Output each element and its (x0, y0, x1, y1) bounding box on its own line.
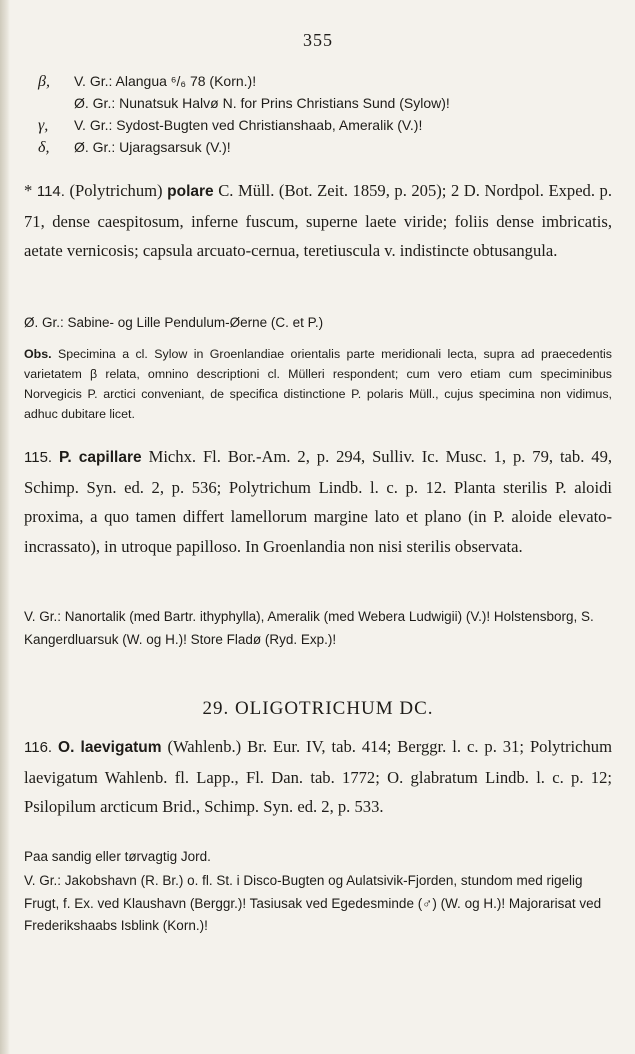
entry-number: 116. (24, 739, 53, 756)
variety-marker: γ, (38, 117, 49, 134)
species-name: polare (167, 183, 214, 200)
species-name: P. capillare (59, 449, 142, 466)
entry-star: * (24, 181, 33, 200)
locality-line (24, 70, 612, 92)
variety-marker: β, (38, 73, 50, 90)
variety-marker: δ, (38, 139, 50, 156)
entry-116 (24, 732, 612, 822)
book-page (24, 0, 612, 1054)
entry-114-locality: Ø. Gr.: Sabine- og Lille Pendulum-Øerne (C. et P.) (24, 315, 324, 330)
locality-text: Ø. Gr.: Nunatsuk Halvø N. for Prins Christians Sund (Sylow)! (74, 95, 450, 111)
entry-body: (Wahlenb.) Br. Eur. IV, tab. 414; Berggr. l. c. p. 31; Polytrichum laevigatum Wahlenb. fl. Lapp., Fl. Dan. tab. 1772; O. glabratum Lindb. l. c. p. 12; Psilopilum arcticum Brid., Schimp. Syn. ed. 2, p. 533. (24, 737, 612, 816)
entry-114-observation (24, 344, 612, 424)
section-heading: 29. OLIGOTRICHUM DC. (202, 698, 434, 719)
locality-line (24, 136, 612, 158)
obs-text: Specimina a cl. Sylow in Groenlandiae orientalis parte meridionali lecta, supra ad praecedentis varietatem β relata, omnino descriptioni cl. Mülleri respondent; cum vero etiam cum speciminibus Norvegicis P. arctici conveniant, de specifica distinctione P. polaris Müll., cujus specimina non vidimus, adhuc dubitare licet. (24, 347, 612, 421)
locality-text: V. Gr.: Alangua ⁶/₆ 78 (Korn.)! (74, 73, 257, 89)
species-name: O. laevigatum (58, 739, 162, 756)
locality-text: V. Gr.: Sydost-Bugten ved Christianshaab, Ameralik (V.)! (74, 117, 423, 133)
entry-116-locality: V. Gr.: Jakobshavn (R. Br.) o. fl. St. i Disco-Bugten og Aulatsivik-Fjorden, stundom med rigelig Frugt, f. Ex. ved Klaushavn (Berggr.)! Tasiusak ved Egedesminde (♂) (W. og H.)! Majorarisat ved Frederikshaabs Isblink (Korn.)! (24, 873, 602, 933)
variety-locality-list (24, 70, 612, 158)
locality-line (24, 92, 612, 114)
entry-number: 115. (24, 449, 53, 466)
obs-label: Obs. (24, 347, 52, 361)
entry-114 (24, 176, 612, 266)
entry-number: 114. (36, 183, 65, 200)
entry-genus: (Polytrichum) (69, 181, 163, 200)
locality-text: Ø. Gr.: Ujaragsarsuk (V.)! (74, 139, 231, 155)
entry-116-habitat: Paa sandig eller tørvagtig Jord. (24, 849, 211, 864)
page-spine-shadow (0, 0, 10, 1054)
entry-115 (24, 442, 612, 561)
entry-body: C. Müll. (Bot. Zeit. 1859, p. 205); 2 D. Nordpol. Exped. p. 71, dense caespitosum, inferne fuscum, superne laete viride; foliis dense imbricatis, aetate vernicosis; capsula arcuato-cernua, teretiuscula v. indistincte obtusangula. (24, 181, 612, 260)
entry-body: Michx. Fl. Bor.-Am. 2, p. 294, Sulliv. Ic. Musc. 1, p. 79, tab. 49, Schimp. Syn. ed. 2, p. 536; Polytrichum Lindb. l. c. p. 12. Planta sterilis P. aloidi proxima, a quo tamen differt lamellorum margine lato et plano (in P. aloide elevato-incrassato), in utroque papilloso. In Groenlandia non nisi sterilis observata. (24, 447, 613, 556)
entry-115-locality: V. Gr.: Nanortalik (med Bartr. ithyphylla), Ameralik (med Webera Ludwigii) (V.)! Holstensborg, S. Kangerdluarsuk (W. og H.)! Store Fladø (Ryd. Exp.)! (24, 609, 594, 647)
page-number: 355 (303, 30, 333, 50)
locality-line (24, 114, 612, 136)
